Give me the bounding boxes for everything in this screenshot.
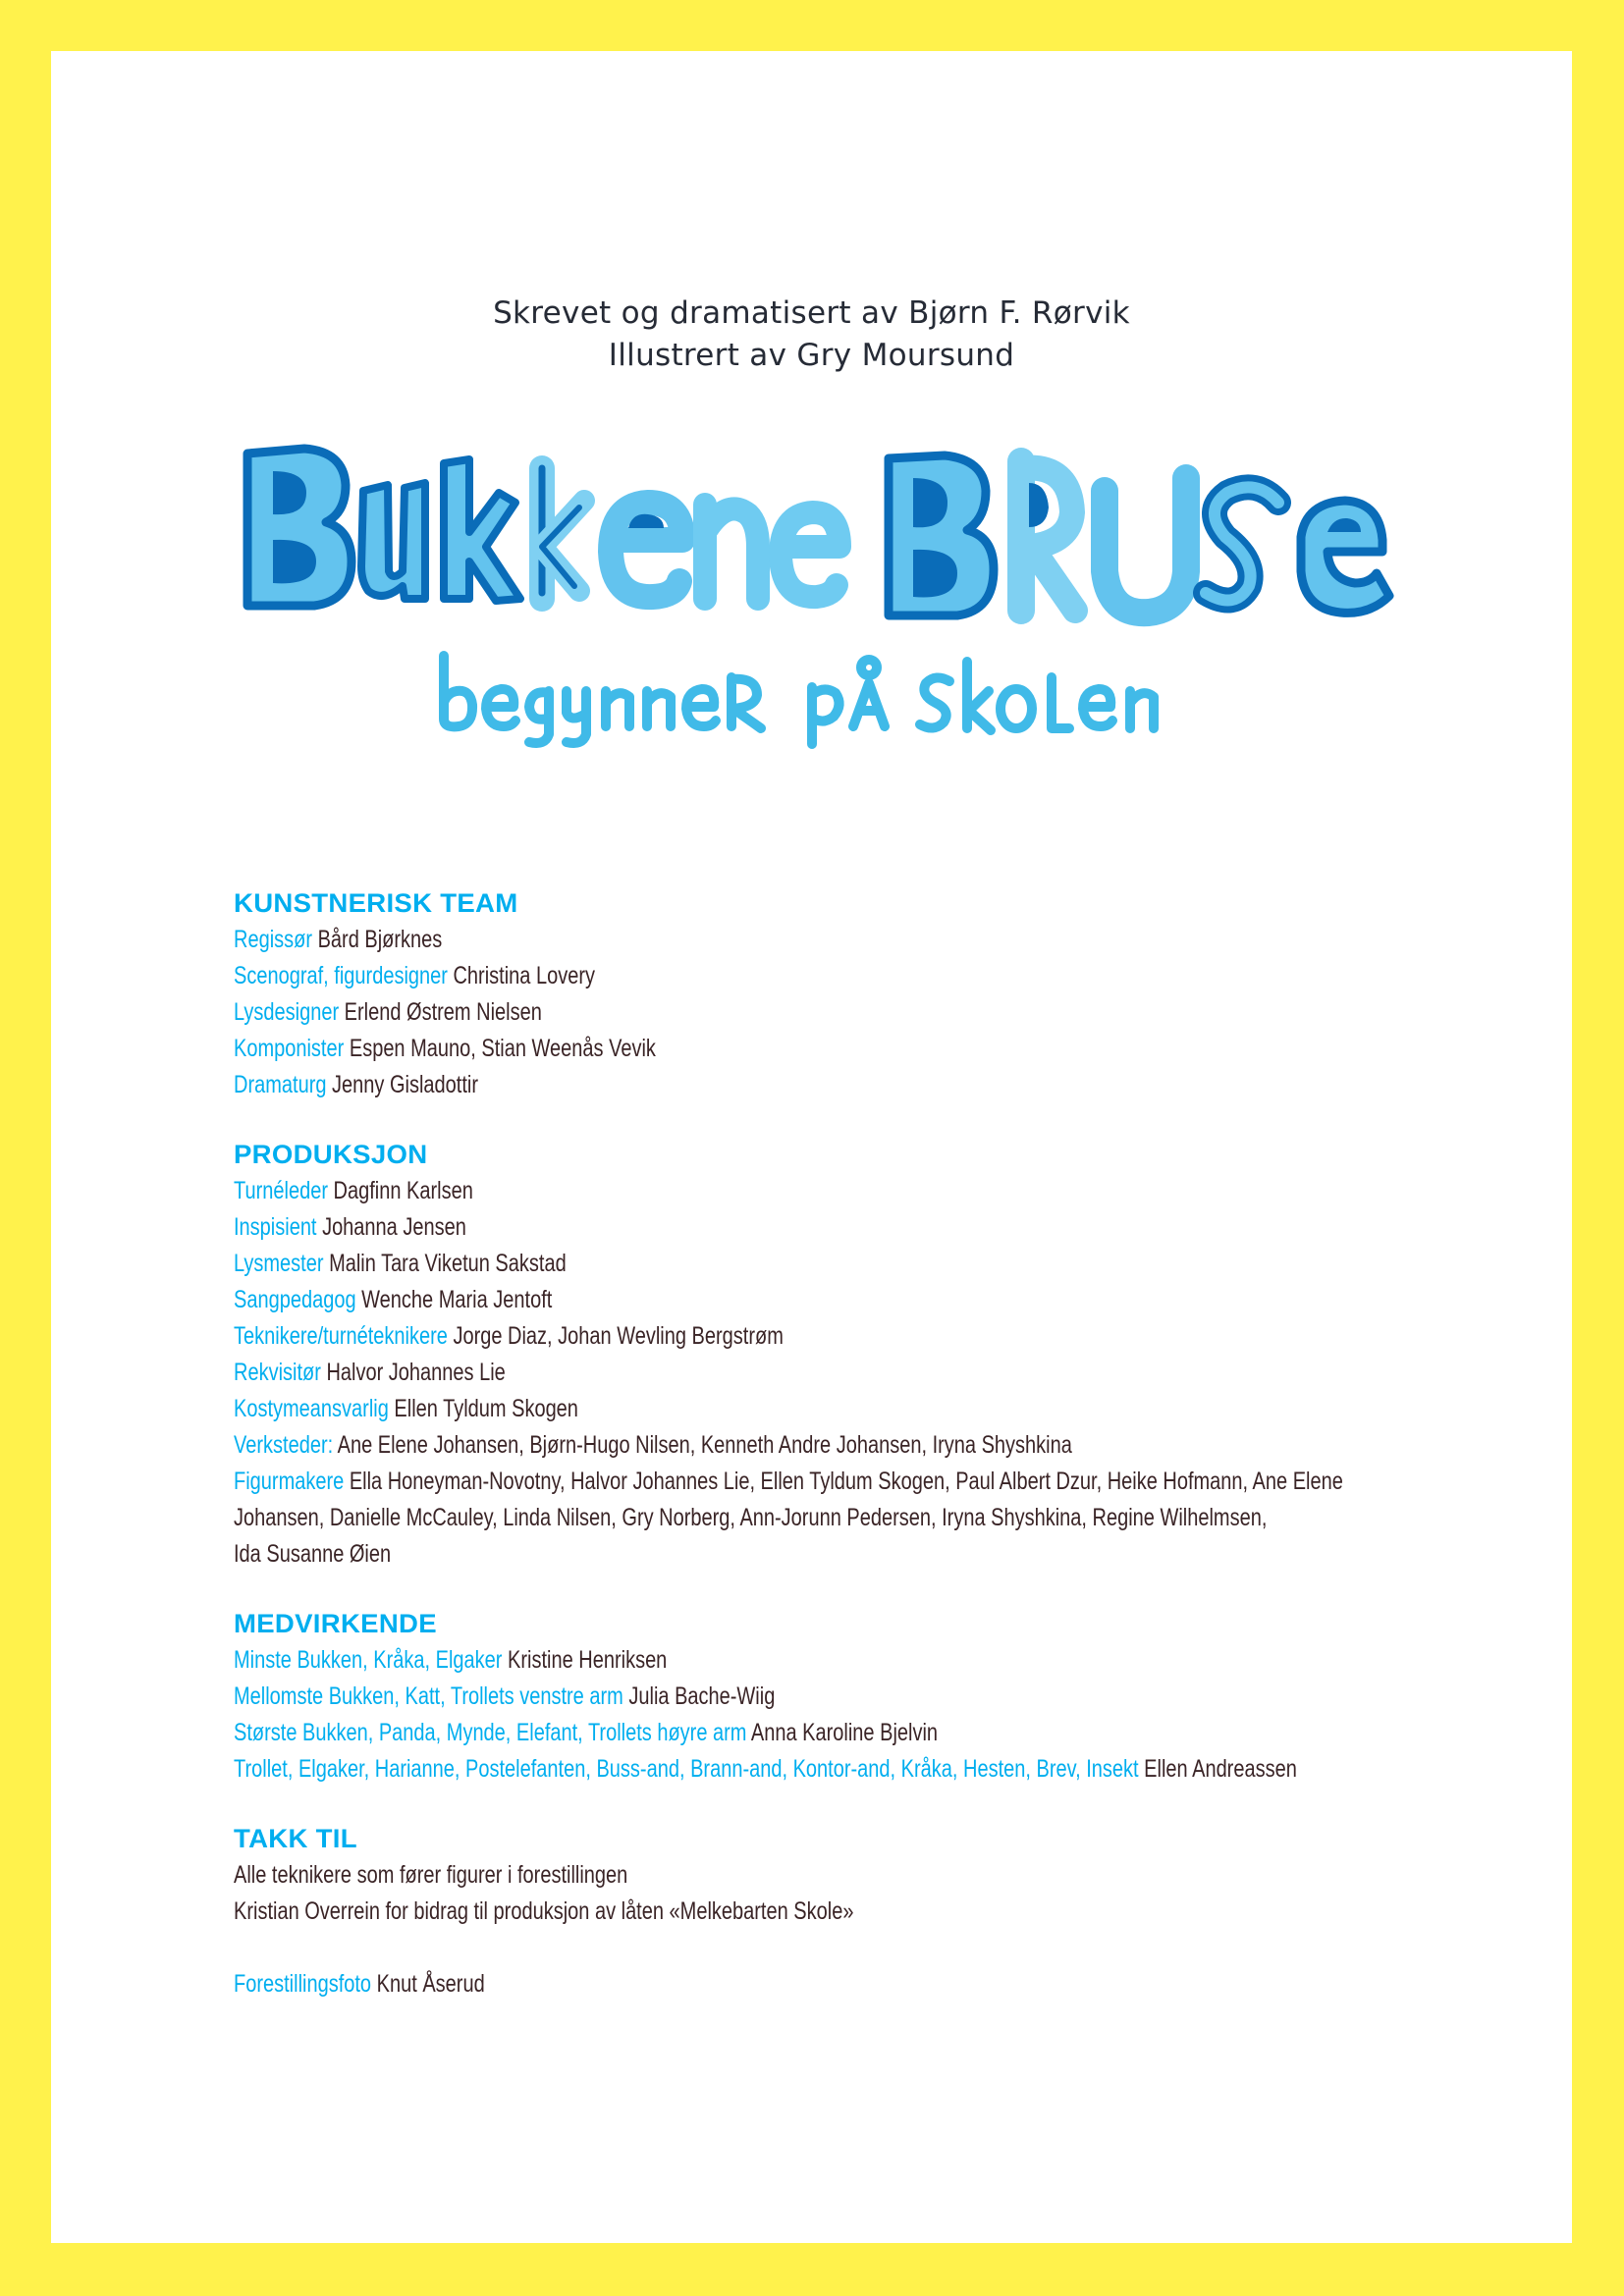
credits	[234, 885, 1471, 2036]
credit-role: Rekvisitør	[234, 1359, 321, 1386]
credit-name: Wenche Maria Jentoft	[361, 1286, 553, 1313]
credit-role: Kostymeansvarlig	[234, 1395, 389, 1422]
credit-role: Sangpedagog	[234, 1286, 356, 1313]
credit-line	[234, 1679, 1471, 1715]
credit-role: Lysdesigner	[234, 998, 340, 1026]
credit-line	[234, 1642, 1471, 1679]
section-heading: TAKK TIL	[234, 1824, 357, 1853]
credit-role: Trollet, Elgaker, Harianne, Postelefanten, Buss-and, Brann-and, Kontor-and, Kråka, Hesten, Brev, Insekt	[234, 1755, 1139, 1783]
credit-line-continued: Ida Susanne Øien	[234, 1540, 392, 1568]
section-takk-til	[234, 1821, 1471, 2002]
credit-name: Johanna Jensen	[322, 1213, 466, 1241]
credit-line	[234, 1355, 1471, 1391]
credit-name: Jorge Diaz, Johan Wevling Bergstrøm	[453, 1322, 784, 1350]
credit-line	[234, 1715, 1471, 1751]
credit-name: Malin Tara Viketun Sakstad	[329, 1250, 567, 1277]
credit-line-continued: Johansen, Danielle McCauley, Linda Nilsen, Gry Norberg, Ann-Jorunn Pedersen, Iryna Shyshkina, Regine Wilhelmsen,	[234, 1504, 1268, 1531]
credit-line	[234, 994, 1471, 1031]
credit-line	[234, 1282, 1471, 1318]
thanks-line: Alle teknikere som fører figurer i forestillingen	[234, 1861, 628, 1889]
credit-name: Kristine Henriksen	[508, 1646, 668, 1674]
thanks-line: Kristian Overrein for bidrag til produksjon av låten «Melkebarten Skole»	[234, 1897, 854, 1925]
credit-name: Knut Åserud	[376, 1970, 485, 1998]
subtitle-lettering	[429, 648, 1195, 746]
credit-name: Jenny Gisladottir	[332, 1071, 478, 1098]
title-illustration	[236, 424, 1394, 620]
page	[51, 51, 1572, 2243]
credit-name: Ane Elene Johansen, Bjørn-Hugo Nilsen, Kenneth Andre Johansen, Iryna Shyshkina	[337, 1431, 1072, 1459]
credit-line	[234, 1464, 1471, 1500]
credit-role: Minste Bukken, Kråka, Elgaker	[234, 1646, 503, 1674]
credit-name: Julia Bache-Wiig	[628, 1682, 776, 1710]
credit-role: Regissør	[234, 926, 313, 953]
credit-role: Største Bukken, Panda, Mynde, Elefant, Trollets høyre arm	[234, 1719, 747, 1746]
credit-name: Christina Lovery	[453, 962, 595, 989]
section-kunstnerisk-team	[234, 885, 1471, 1103]
credit-role: Figurmakere	[234, 1468, 345, 1495]
credit-role: Mellomste Bukken, Katt, Trollets venstre arm	[234, 1682, 623, 1710]
section-heading: KUNSTNERISK TEAM	[234, 888, 518, 918]
section-heading: MEDVIRKENDE	[234, 1609, 437, 1638]
section-medvirkende	[234, 1606, 1471, 1788]
credit-line	[234, 1391, 1471, 1427]
credit-line	[234, 1246, 1471, 1282]
credit-line	[234, 958, 1471, 994]
credit-line	[234, 1031, 1471, 1067]
credit-role: Turnéleder	[234, 1177, 328, 1204]
credit-line	[234, 922, 1471, 958]
credit-role: Dramaturg	[234, 1071, 327, 1098]
credit-role: Forestillingsfoto	[234, 1970, 372, 1998]
credit-line	[234, 1751, 1471, 1788]
spacer	[234, 1930, 1471, 1966]
section-produksjon	[234, 1137, 1471, 1573]
credit-name: Anna Karoline Bjelvin	[750, 1719, 939, 1746]
credit-name: Ella Honeyman-Novotny, Halvor Johannes Lie, Ellen Tyldum Skogen, Paul Albert Dzur, Heike Hofmann, Ane Elene	[349, 1468, 1343, 1495]
credit-name: Ellen Tyldum Skogen	[394, 1395, 578, 1422]
credit-name: Dagfinn Karlsen	[333, 1177, 473, 1204]
credit-role: Komponister	[234, 1035, 345, 1062]
credit-role: Inspisient	[234, 1213, 317, 1241]
photo-credit	[234, 1966, 1471, 2002]
title-lettering	[236, 424, 1394, 620]
credit-name: Erlend Østrem Nielsen	[344, 998, 542, 1026]
credit-name: Espen Mauno, Stian Weenås Vevik	[349, 1035, 656, 1062]
credit-role: Verksteder:	[234, 1431, 334, 1459]
credit-line	[234, 1427, 1471, 1464]
subtitle-illustration	[429, 648, 1195, 746]
credit-line	[234, 1318, 1471, 1355]
credit-line	[234, 1173, 1471, 1209]
credit-name: Ellen Andreassen	[1144, 1755, 1297, 1783]
section-heading: PRODUKSJON	[234, 1140, 428, 1169]
credit-line	[234, 1067, 1471, 1103]
byline-author: Skrevet og dramatisert av Bjørn F. Rørvik	[493, 295, 1130, 331]
credit-name: Bård Bjørknes	[317, 926, 443, 953]
credit-role: Teknikere/turnéteknikere	[234, 1322, 448, 1350]
credit-role: Scenograf, figurdesigner	[234, 962, 448, 989]
credit-name: Halvor Johannes Lie	[326, 1359, 506, 1386]
byline-illustrator: Illustrert av Gry Moursund	[608, 338, 1015, 373]
credit-role: Lysmester	[234, 1250, 324, 1277]
credit-line	[234, 1209, 1471, 1246]
